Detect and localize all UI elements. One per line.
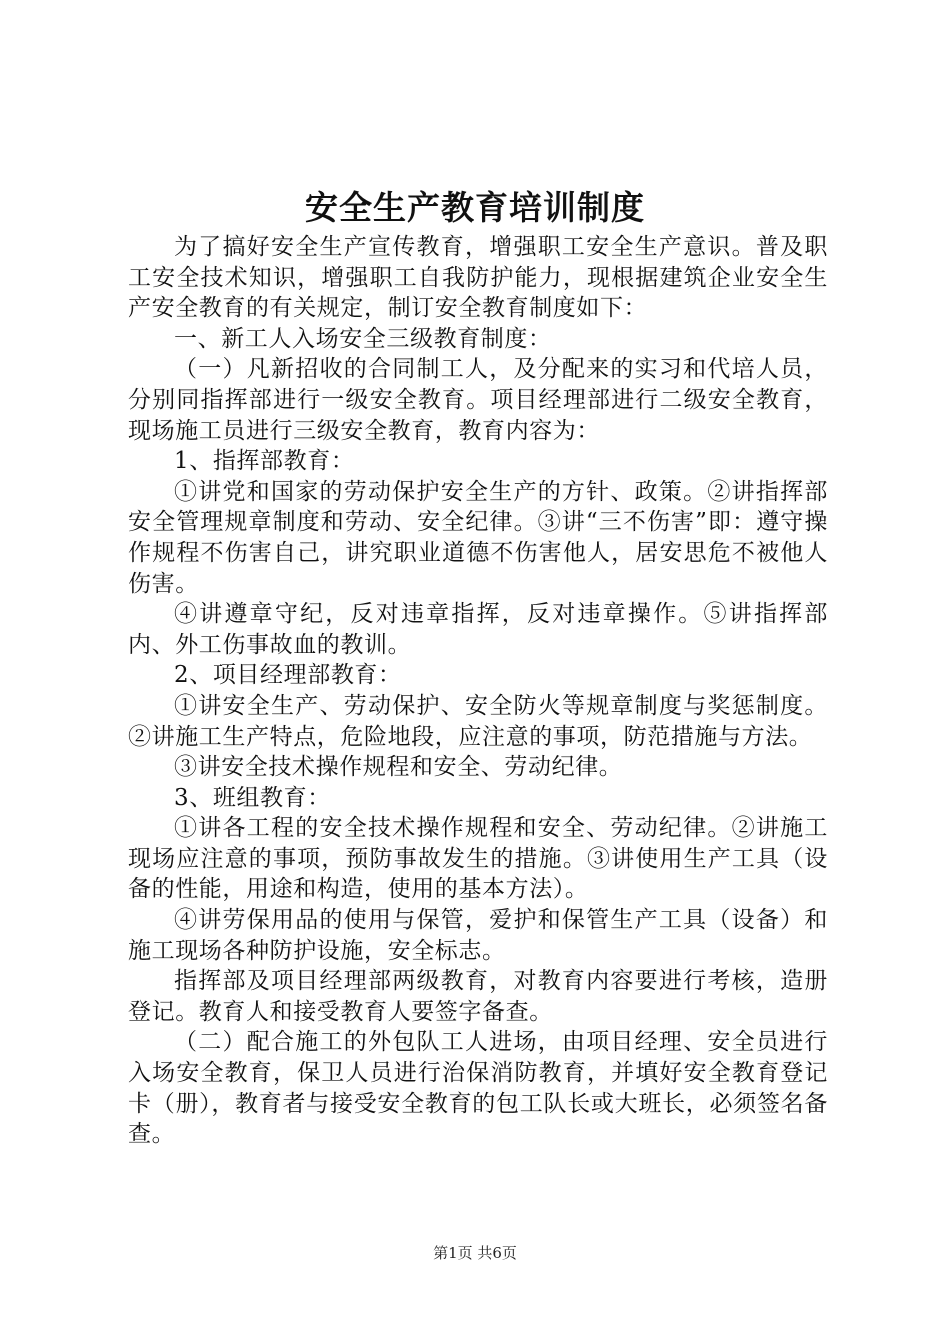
paragraph-team-items-1-3: ①讲各工程的安全技术操作规程和安全、劳动纪律。②讲施工现场应注意的事项，预防事故发生的措施。③讲使用生产工具（设备的性能，用途和构造，使用的基本方法）。 (128, 815, 828, 903)
paragraph-new-workers: （一）凡新招收的合同制工人，及分配来的实习和代培人员，分别同指挥部进行一级安全教育。项目经理部进行二级安全教育，现场施工员进行三级安全教育，教育内容为： (128, 356, 828, 444)
paragraph-assessment: 指挥部及项目经理部两级教育，对教育内容要进行考核，造册登记。教育人和接受教育人要签字备查。 (128, 968, 828, 1025)
subheading-team-education: 3、班组教育： (174, 784, 331, 811)
section-heading-1: 一、新工人入场安全三级教育制度： (174, 325, 552, 352)
paragraph-hq-items-4-5: ④讲遵章守纪，反对违章指挥，反对违章操作。⑤讲指挥部内、外工伤事故血的教训。 (128, 601, 828, 658)
paragraph-hq-items-1-3: ①讲党和国家的劳动保护安全生产的方针、政策。②讲指挥部安全管理规章制度和劳动、安全纪律。③讲“三不伤害”即：遵守操作规程不伤害自己，讲究职业道德不伤害他人，居安思危不被他人伤害。 (128, 478, 828, 597)
paragraph-project-items-1-2: ①讲安全生产、劳动保护、安全防火等规章制度与奖惩制度。②讲施工生产特点，危险地段，应注意的事项，防范措施与方法。 (128, 692, 828, 750)
document-body (128, 232, 828, 1150)
paragraph-project-item-3: ③讲安全技术操作规程和安全、劳动纪律。 (174, 754, 623, 781)
document-title: 安全生产教育培训制度 (305, 188, 645, 227)
subheading-hq-education: 1、指挥部教育： (174, 448, 355, 475)
paragraph-team-item-4: ④讲劳保用品的使用与保管，爱护和保管生产工具（设备）和施工现场各种防护设施，安全标志。 (128, 907, 828, 964)
page-number: 第1页 共6页 (433, 1244, 517, 1262)
paragraph-intro: 为了搞好安全生产宣传教育，增强职工安全生产意识。普及职工安全技术知识，增强职工自我防护能力，现根据建筑企业安全生产安全教育的有关规定，制订安全教育制度如下： (128, 234, 828, 322)
paragraph-subcontract-workers: （二）配合施工的外包队工人进场，由项目经理、安全员进行入场安全教育，保卫人员进行治保消防教育，并填好安全教育登记卡（册），教育者与接受安全教育的包工队长或大班长，必须签名备查。 (128, 1029, 828, 1148)
subheading-project-education: 2、项目经理部教育： (174, 662, 402, 689)
